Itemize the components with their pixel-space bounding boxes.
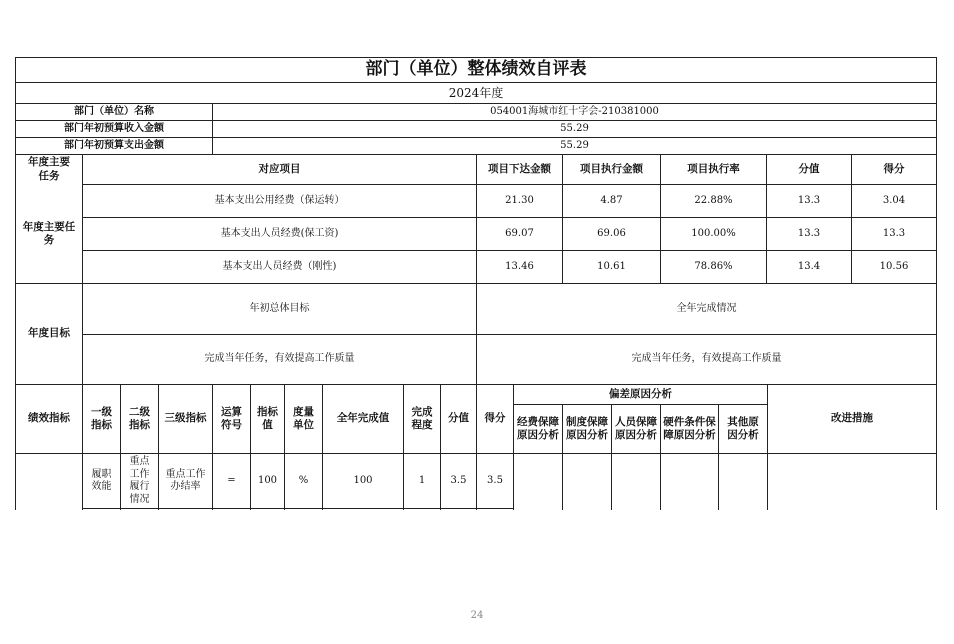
ind-header-level1: 一级指标 bbox=[91, 405, 112, 431]
tasks-header-score: 得分 bbox=[883, 162, 905, 175]
tasks-header-executed: 项目执行金额 bbox=[580, 162, 643, 175]
expense-label: 部门年初预算支出金额 bbox=[64, 139, 164, 151]
task-row-executed: 10.61 bbox=[597, 260, 626, 272]
goals-label: 年度目标 bbox=[28, 327, 70, 340]
ind-row-level2: 重点工作履行情况 bbox=[129, 456, 150, 505]
task-row-executed: 69.06 bbox=[597, 227, 626, 239]
ind-header-score-value: 分值 bbox=[448, 412, 469, 425]
ind-row-target: 100 bbox=[257, 474, 278, 486]
indicators-label: 绩效指标 bbox=[28, 412, 70, 425]
ind-header-improve: 改进措施 bbox=[831, 412, 873, 425]
ind-header-level3: 三级指标 bbox=[164, 412, 207, 425]
ind-header-dev-hardware: 硬件条件保障原因分析 bbox=[663, 415, 716, 441]
page-number: 24 bbox=[470, 609, 484, 621]
dept-name-value: 054001海城市红十字会-210381000 bbox=[490, 105, 659, 117]
goals-completion-header: 全年完成情况 bbox=[676, 302, 737, 314]
ind-header-operator: 运算符号 bbox=[221, 405, 242, 431]
tasks-header-rate: 项目执行率 bbox=[687, 162, 740, 175]
ind-row-level1: 履职效能 bbox=[91, 468, 112, 492]
task-row-item: 基本支出人员经费(保工资) bbox=[220, 227, 339, 239]
tasks-header-score-value: 分值 bbox=[798, 162, 820, 175]
ind-header-annual: 全年完成值 bbox=[336, 412, 390, 425]
tasks-side-label: 年度主要任务 bbox=[22, 220, 76, 246]
expense-value: 55.29 bbox=[560, 139, 589, 151]
dept-name-label: 部门（单位）名称 bbox=[74, 105, 154, 117]
ind-row-degree: 1 bbox=[418, 474, 426, 486]
income-value: 55.29 bbox=[560, 122, 589, 134]
ind-header-deviation: 偏差原因分析 bbox=[609, 387, 672, 400]
form-year: 2024年度 bbox=[448, 85, 504, 100]
task-row-item: 基本支出人员经费（刚性) bbox=[222, 260, 337, 272]
goals-initial-text: 完成当年任务，有效提高工作质量 bbox=[204, 353, 355, 365]
ind-header-score: 得分 bbox=[484, 412, 506, 425]
income-label: 部门年初预算收入金额 bbox=[64, 122, 164, 134]
tasks-header-item: 对应项目 bbox=[258, 162, 301, 175]
ind-header-dev-other: 其他原因分析 bbox=[727, 415, 759, 441]
ind-row-score: 3.5 bbox=[487, 474, 503, 486]
goals-initial-header: 年初总体目标 bbox=[249, 302, 310, 314]
tasks-header-issued: 项目下达金额 bbox=[488, 162, 551, 175]
ind-row-unit: % bbox=[298, 474, 309, 486]
task-row-rate: 78.86% bbox=[694, 260, 733, 272]
task-row-rate: 22.88% bbox=[694, 194, 733, 206]
task-row-item: 基本支出公用经费（保运转） bbox=[214, 194, 345, 206]
task-row-score: 13.3 bbox=[882, 227, 906, 239]
task-row-score: 10.56 bbox=[879, 260, 909, 272]
ind-row-level3: 重点工作办结率 bbox=[165, 468, 206, 492]
ind-header-target: 指标值 bbox=[257, 405, 278, 431]
form-title: 部门（单位）整体绩效自评表 bbox=[365, 59, 587, 80]
task-row-score-value: 13.3 bbox=[797, 194, 821, 206]
task-row-executed: 4.87 bbox=[600, 194, 623, 206]
ind-header-dev-staff: 人员保障原因分析 bbox=[615, 415, 657, 441]
ind-header-dev-funding: 经费保障原因分析 bbox=[517, 415, 559, 441]
task-row-score: 3.04 bbox=[882, 194, 906, 206]
goals-completion-text: 完成当年任务，有效提高工作质量 bbox=[631, 353, 782, 365]
task-row-score-value: 13.4 bbox=[797, 260, 821, 272]
ind-header-unit: 度量单位 bbox=[293, 405, 314, 431]
ind-header-dev-system: 制度保障原因分析 bbox=[566, 415, 608, 441]
task-row-issued: 21.30 bbox=[505, 194, 534, 206]
ind-row-operator: = bbox=[227, 474, 236, 486]
task-row-issued: 69.07 bbox=[505, 227, 534, 239]
task-row-rate: 100.00% bbox=[691, 227, 736, 239]
ind-header-level2: 二级指标 bbox=[129, 405, 150, 431]
ind-header-degree: 完成程度 bbox=[411, 405, 433, 431]
task-row-score-value: 13.3 bbox=[797, 227, 821, 239]
ind-row-annual: 100 bbox=[353, 474, 373, 486]
ind-row-score-value: 3.5 bbox=[450, 474, 467, 486]
tasks-header-task: 年度主要任务 bbox=[28, 156, 70, 182]
task-row-issued: 13.46 bbox=[505, 260, 534, 272]
